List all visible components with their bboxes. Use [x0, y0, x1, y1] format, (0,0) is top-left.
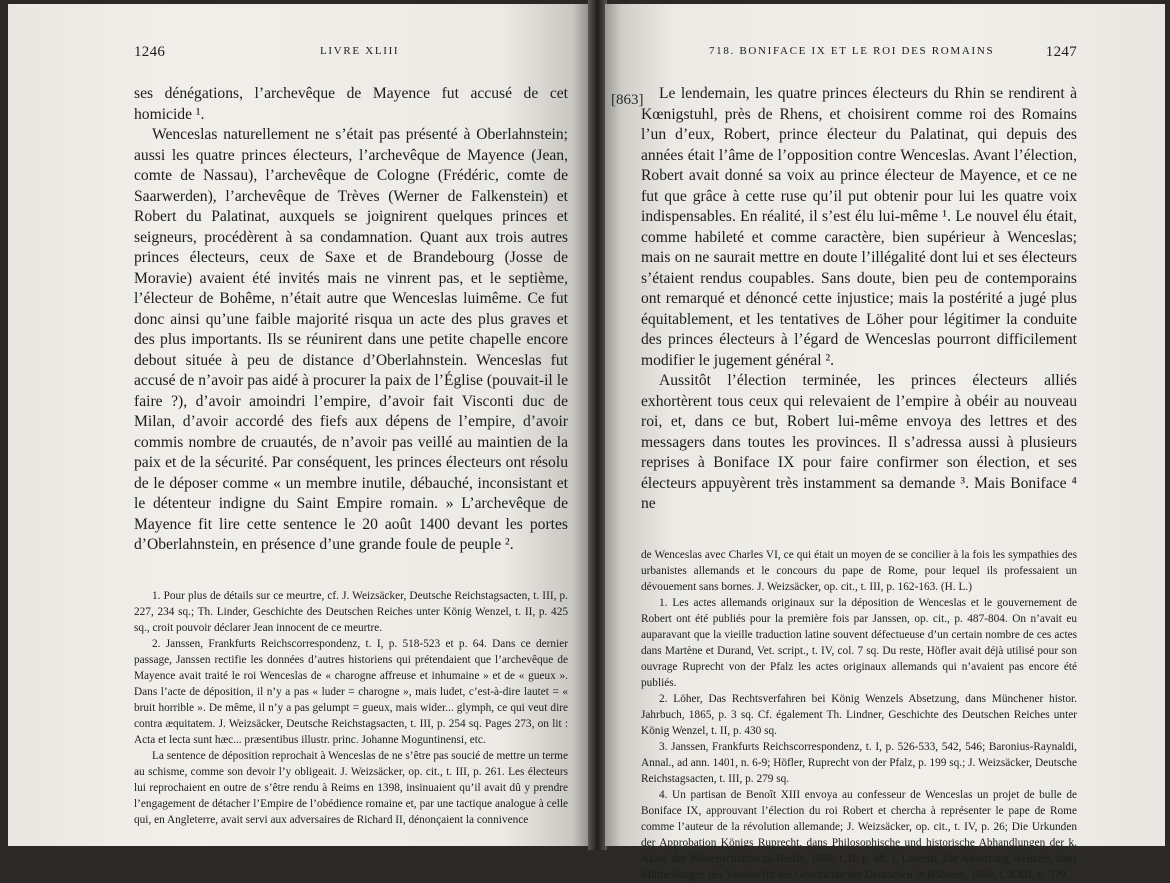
right-page — [605, 4, 1165, 881]
right-footnote-1: 1. Les actes allemands originaux sur la déposition de Wenceslas et le gouvernement de Robert ont été publiés pour la première fois par Janssen, op. cit., p. 487-804. On n’avait eu auparavant que la vieille traduction latine souvent défectueuse d’un certain nombre de ces actes dans Martène et Durand, Vet. script., t. IV, col. 7 sq. Du reste, Höfler avait déjà utilisé pour son ouvrage Ruprecht von der Pfalz les actes originaux allemands qui n’avaient pas encore été publiés. — [641, 596, 1077, 689]
left-body-paragraph-2: Wenceslas naturellement ne s’était pas présenté à Oberlahnstein; aussi les quatre princes électeurs, l’archevêque de Mayence (Jean, comte de Nassau), l’archevêque de Cologne (Frédéric, comte de Saarwerden), l’archevêque de Trèves (Werner de Falkenstein) et Robert du Palatinat, auxquels se joignirent quelques princes et seigneurs, procédèrent à sa condamnation. Quant aux trois autres princes électeurs, ceux de Saxe et de Brandebourg (Josse de Moravie) avaient été invités mais ne vinrent pas, et le septième, l’électeur de Bohême, n’était autre que Wenceslas luimême. Ce fut donc ainsi qu’une faible majorité risqua un acte des plus graves et des plus importants. Ils se réunirent dans une petite chapelle encore debout située à peu de distance d’Oberlahnstein. Wenceslas fut accusé de n’avoir pas aidé à procurer la paix de l’Église (pouvait-il le faire ?), d’avoir amoindri l’empire, d’avoir fait Visconti duc de Milan, d’avoir accordé des fiefs aux dépens de l’empire, d’avoir commis nombre de cruautés, de n’avoir pas veillé au maintien de la paix et de la sécurité. Par conséquent, les princes électeurs ont résolu de le déposer comme « un membre inutile, débauché, inconsistant et le détenteur indigne du Saint Empire romain. » L’archevêque de Mayence fit lire cette sentence le 20 août 1400 devant les portes d’Oberlahnstein, en présence d’une grande foule de peuple ². — [134, 126, 568, 553]
right-running-head: 718. BONIFACE IX ET LE ROI DES ROMAINS — [709, 45, 995, 57]
right-body-paragraph-1: Le lendemain, les quatre princes électeurs du Rhin se rendirent à Kœnigstuhl, près de Rhens, et choisirent comme roi des Romains l’un d’eux, Robert, prince électeur du Palatinat, qui depuis des années était l’âme de l’opposition contre Wenceslas. Avant l’élection, Robert avait donné sa voix au prince électeur de Mayence, et ce ne fut que grâce à cette ruse qu’il put obtenir pour lui les quatre voix indispensables. En réalité, il s’est élu lui-même ¹. Le nouvel élu était, comme habileté et comme caractère, bien supérieur à Wenceslas; mais on ne saurait mettre en doute l’illégalité dont lui et ses électeurs s’étaient rendus coupables. Sans doute, bien peu de contemporains ont remarqué et dénoncé cette injustice; mais la postérité a jugé plus équitablement, et les tentatives de Löher pour légitimer la conduite des princes électeurs à l’égard de Wenceslas pourront difficilement modifier le jugement général ². — [641, 85, 1077, 369]
right-footnote-3: 3. Janssen, Frankfurts Reichscorrespondenz, t. I, p. 526-533, 542, 546; Baronius-Raynaldi, Annal., ad ann. 1401, n. 6-9; Höfler, Ruprecht von der Pfalz, p. 199 sq.; J. Weizsäcker, Deutsche Reichstagsacten, t. III, p. 279 sq. — [641, 740, 1077, 785]
right-page-header — [641, 44, 1077, 66]
left-running-head: LIVRE XLIII — [320, 45, 400, 57]
left-body-paragraph-1: ses dénégations, l’archevêque de Mayence fut accusé de cet homicide ¹. — [134, 85, 568, 123]
left-page-header — [134, 44, 568, 66]
right-footnote-continued: de Wenceslas avec Charles VI, ce qui était un moyen de se concilier à la fois les sympathies des urbanistes allemands et le concours du pape de Rome, pour lequel ils professaient un dévouement sans bornes. J. Weizsäcker, op. cit., t. III, p. 162-163. (H. L.) — [641, 548, 1077, 593]
left-body-text — [134, 84, 568, 556]
left-footnote-2: 2. Janssen, Frankfurts Reichscorrespondenz, t. I, p. 518-523 et p. 64. Dans ce dernier passage, Janssen rectifie les données d’autres historiens qui prétendaient que l’archevêque de Mayence avait traité le roi Wenceslas de « charogne affreuse et inhumaine » et de « gueux ». Dans l’acte de déposition, il n’y a pas « luder = charogne », mais ludet, c’est-à-dire lautet = « bruit horrible ». De même, il n’y a pas gelumpt = gueux, mais wider... glymph, ce qui veut dire contra æquitatem. J. Weizsäcker, Deutsche Reichstagsacten, t. III, p. 254 sq. Pages 273, on lit : Acta et lecta sunt hæc... præsentibus illustr. princ. Johanne Moguntinensi, etc. — [134, 637, 568, 746]
left-page-number: 1246 — [134, 44, 166, 60]
right-footnote-2: 2. Löher, Das Rechtsverfahren bei König Wenzels Absetzung, dans Münchener histor. Jahrbuch, 1865, p. 3 sq. Cf. également Th. Lindner, Geschichte des Deutschen Reiches unter König Wenzel, t. II, p. 430 sq. — [641, 692, 1077, 737]
right-body-text — [641, 84, 1077, 515]
right-page-number: 1247 — [1045, 44, 1077, 60]
margin-page-reference: [863] — [611, 92, 644, 108]
right-body-paragraph-2: Aussitôt l’élection terminée, les princes électeurs alliés exhortèrent tous ceux qui relevaient de l’empire à obéir au nouveau roi, et, dans ce but, Robert lui-même envoya des lettres et des messagers dans toutes les provinces. Il s’adressa aussi à plusieurs reprises à Boniface IX pour faire confirmer son élection, et ses électeurs appuyèrent très instamment sa demande ³. Mais Boniface ⁴ ne — [641, 372, 1077, 512]
left-footnote-3: La sentence de déposition reprochait à Wenceslas de ne s’être pas soucié de mettre un terme au schisme, comme son devoir l’y obligeait. J. Weizsäcker, op. cit., t. III, p. 261. Les électeurs lui reprochaient en outre de s’être rendu à Reims en 1398, insinuaient qu’il avait dû y prendre l’engagement de détacher l’Empire de l’obédience romaine et, par une tactique analogue à celle qui, en Angleterre, avait servi aux adversaires de Richard II, dénonçaient la connivence — [134, 749, 568, 826]
left-footnote-1: 1. Pour plus de détails sur ce meurtre, cf. J. Weizsäcker, Deutsche Reichstagsacten, t. III, p. 227, 234 sq.; Th. Linder, Geschichte des Deutschen Reiches unter König Wenzel, t. II, p. 425 sq., croit pouvoir déclarer Jean innocent de ce meurtre. — [134, 589, 568, 634]
right-footnote-4: 4. Un partisan de Benoît XIII envoya au confesseur de Wenceslas un projet de bulle de Boniface IX, approuvant l’élection du roi Robert et chercha à représenter le pape de Rome comme l’auteur de la révolution allemande; J. Weizsäcker, op. cit., t. IV, p. 26; Die Urkunden der Approbation Königs Ruprecht, dans Philosophische und historische Abhandlungen der k. Akad. der Wissenschaften zu Berlin, 1888, t. II, p. 48; J. Loserth, Zur Absetzung Wenzels, dans Mittheilungen des Vereins für die Geschichte der Deutschen in Böhmen, 1884, t. XXII, p. 379. — [641, 788, 1077, 881]
left-footnotes — [134, 588, 568, 828]
left-page — [8, 4, 590, 846]
right-footnotes — [641, 547, 1077, 883]
